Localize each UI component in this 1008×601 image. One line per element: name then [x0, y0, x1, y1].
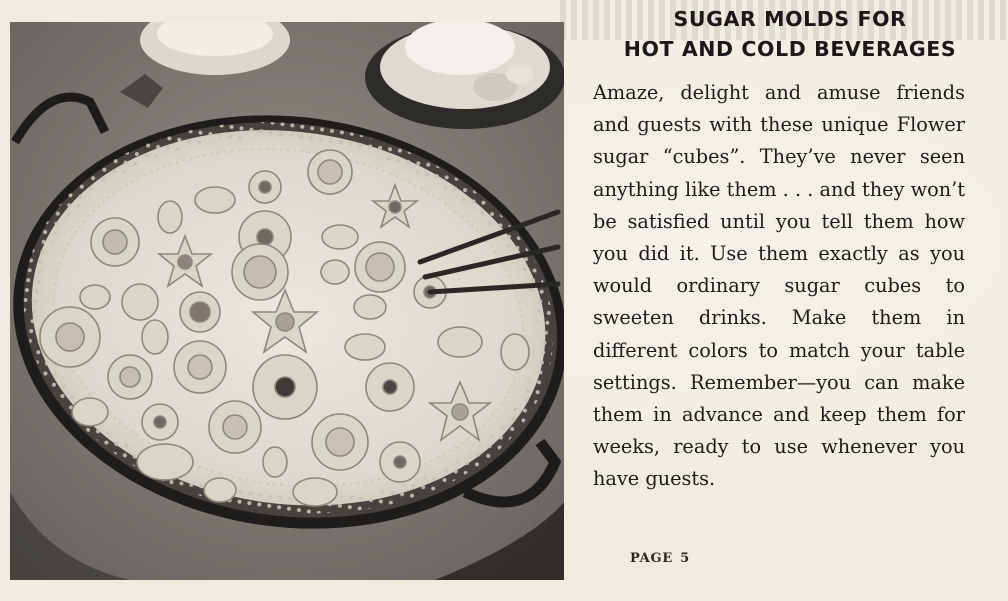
page-label: PAGE [630, 551, 674, 566]
page-number-value: 5 [680, 551, 690, 566]
page-number [630, 551, 697, 566]
title-line-2: HOT AND COLD BEVERAGES [623, 37, 957, 61]
sugar-molds-photo [10, 22, 564, 580]
article-title [585, 4, 995, 64]
title-line-1: SUGAR MOLDS FOR [673, 7, 907, 31]
article-body: Amaze, delight and amuse friends and guests with these unique Flower sugar “cubes”. They’ve never seen anything like them . . . and they won’t be satisfied until you tell them how you did it. Use them exactly as you would ordinary sugar cubes to sweeten drinks. Make them in different colors to match your table settings. Remember—you can make them in advance and keep them for weeks, ready to use whenever you have guests. [593, 81, 965, 491]
